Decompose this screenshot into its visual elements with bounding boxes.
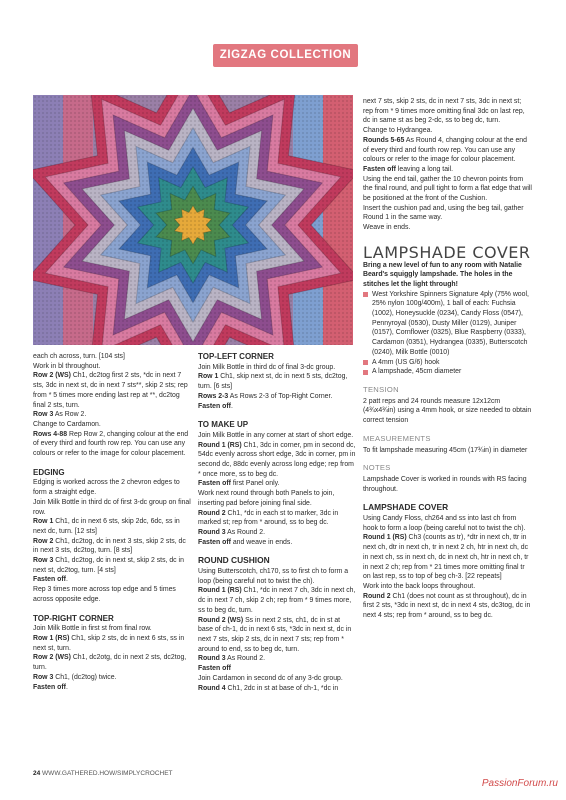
instruction-text: Work next round through both Panels to join, inserting pad before joining final side. <box>198 490 335 507</box>
row-label: Fasten off <box>198 538 231 546</box>
instruction-row <box>198 616 356 655</box>
instruction-text: Using the end tail, gather the 10 chevron points from the final round, and pull tight to form a flat edge that will be positioned at the front of the Cushion. <box>363 175 532 203</box>
instruction-row <box>198 441 356 480</box>
materials-item: A 4mm (US G/6) hook <box>363 358 533 368</box>
fasten-off-label: Fasten off <box>198 402 231 410</box>
instruction-text: Work into the back loops throughout. <box>363 582 476 590</box>
row-text: Ch1, 3dc in corner, pm in second dc, 54dc evenly across short edge, 3dc in corner, pm in second dc, 88dc evenly across long edge; rep from * once more, ss to beg dc. <box>198 441 356 478</box>
row-label: Round 3 <box>198 528 226 536</box>
row-label: Fasten off <box>363 165 396 173</box>
notes-heading: NOTES <box>363 463 391 473</box>
row-text: Rep Row 2, changing colour at the end of every third and fourth row rep. You can use any colours or refer to the image for colour placement. <box>33 430 189 458</box>
instruction-row <box>198 538 356 548</box>
fasten-off-label: Fasten off <box>198 665 231 673</box>
row-text: Ch1, dc2tog first 2 sts, *dc in next 7 sts, 3dc in next st, dc in next 7 sts**, skip 2 sts; rep from * 5 times more ending last rep at **, dc2tog final 2 sts, turn. <box>33 372 188 409</box>
row-label: Rows 4-88 <box>33 430 68 438</box>
row-label: Row 1 (RS) <box>33 634 70 642</box>
row-text: Ss in next 2 sts, ch1, dc in st at base of ch-1, dc in next 6 sts, *3dc in next st, dc in next 7 sts, skip 2 sts, dc in next 7 sts; rep from * around to end, ss to beg dc, turn. <box>198 616 352 653</box>
row-label: Round 4 <box>198 684 226 692</box>
materials-item: A lampshade, 45cm diameter <box>363 367 533 377</box>
instruction-row <box>33 410 191 420</box>
instruction-row <box>363 136 533 165</box>
fasten-off-label: Fasten off <box>33 683 66 691</box>
instruction-text: Join Milk Bottle in third dc of first 3-dc group on final row. <box>33 498 191 516</box>
instruction-row <box>363 533 533 582</box>
instruction-row: Fasten off. <box>33 683 68 691</box>
lampshade-intro: Bring a new level of fun to any room with Natalie Beard's squiggly lampshade. The holes in the stitches let the light through! <box>363 261 522 288</box>
fasten-off-label: Fasten off <box>33 576 66 584</box>
row-text: Ch1, skip 2 sts, dc in next 6 sts, ss in next st, turn. <box>33 634 185 652</box>
row-label: Fasten off <box>198 480 231 488</box>
instruction-row <box>198 586 356 615</box>
instruction-text: Change to Cardamon. <box>33 420 101 428</box>
section-heading: TOP-RIGHT CORNER <box>33 613 114 623</box>
row-text: Ch1, *dc in each st to marker, 3dc in marked st; rep from * around, ss to beg dc. <box>198 509 339 527</box>
column-1 <box>33 352 191 692</box>
cushion-photo <box>33 95 353 345</box>
row-label: Rows 2-3 <box>198 392 229 400</box>
instruction-text: Join Cardamon in second dc of any 3-dc group. <box>198 674 343 682</box>
row-text: As Round 2. <box>225 655 266 663</box>
instruction-row <box>33 430 191 459</box>
section-heading: TO MAKE UP <box>198 420 249 430</box>
section-heading: EDGING <box>33 467 65 477</box>
instruction-text: Using Butterscotch, ch170, ss to first ch to form a loop (being careful not to twist the ch). <box>198 568 349 585</box>
instruction-text: Edging is worked across the 2 chevron edges to form a straight edge. <box>33 479 180 497</box>
row-label: Round 3 <box>198 655 226 663</box>
instruction-row <box>198 372 356 391</box>
row-label: Row 3 <box>33 557 54 565</box>
row-label: Row 1 <box>198 373 219 381</box>
instruction-row <box>198 528 356 538</box>
measurements-heading: MEASUREMENTS <box>363 433 431 443</box>
row-label: Round 1 (RS) <box>198 587 242 595</box>
row-label: Round 1 (RS) <box>363 534 407 542</box>
intro-text: Work in bl throughout. <box>33 362 101 370</box>
instruction-text: Join Milk Bottle in first st from final row. <box>33 625 152 633</box>
row-label: Round 2 (WS) <box>198 616 244 624</box>
row-label: Row 3 <box>33 411 54 419</box>
instruction-row <box>198 479 356 489</box>
row-text: Ch1, *dc in next 7 ch, 3dc in next ch, dc in next 7 ch, skip 2 ch; rep from * 9 times more, ss to beg dc, turn. <box>198 587 356 614</box>
instruction-row: Fasten off. <box>33 576 68 584</box>
instruction-row <box>363 165 533 175</box>
lampshade-title: LAMPSHADE COVER <box>363 242 531 262</box>
row-text: Ch1, dc2otg, dc in next 2 sts, dc2tog, turn. <box>33 654 187 672</box>
watermark: PassionForum.ru <box>481 778 558 789</box>
row-text: Ch1 (does not count as st throughout), dc in first 2 sts, *3dc in next st, dc in next 4 sts, dc3tog, dc in next 4 sts; rep from * around, ss to beg dc. <box>363 592 531 620</box>
instruction-row <box>33 653 191 672</box>
instruction-row <box>33 371 191 410</box>
row-text: Ch1, skip next st, dc in next 5 sts, dc2tog, turn. [6 sts] <box>198 373 348 391</box>
instruction-row <box>33 537 191 556</box>
page-number: 24 <box>33 770 41 777</box>
instruction-text: Using Candy Floss, ch264 and ss into last ch from hook to form a loop (being careful not to twist the ch). <box>363 515 526 532</box>
instruction-text: Weave in ends. <box>363 224 411 232</box>
instruction-row <box>33 517 191 536</box>
row-label: Row 3 <box>33 673 54 681</box>
row-text: Ch1, dc2tog, dc in next 3 sts, skip 2 sts, dc in next 3 sts, dc2tog, turn. [8 sts] <box>33 537 186 555</box>
instruction-row <box>33 556 191 575</box>
row-text: As Round 2. <box>225 528 266 536</box>
row-text: Ch1, dc in next 6 sts, skip 2dc, 6dc, ss in next dc, turn. [12 sts] <box>33 518 180 535</box>
instruction-text: Change to Hydrangea. <box>363 127 433 135</box>
instruction-row <box>363 592 533 621</box>
column-3 <box>363 97 533 621</box>
instruction-row <box>33 634 191 653</box>
section-heading: ROUND CUSHION <box>198 555 270 566</box>
instruction-text: Join Milk Bottle in third dc of final 3-dc group. <box>198 363 336 371</box>
row-text: Ch3 (counts as tr), *dtr in next ch, ttr in next ch, dtr in next ch, tr in next 2 ch, htr in next ch, dc in next ch, ss in next ch, dc in next ch, htr in next ch, tr in next 2 ch; rep from * 21 times more omitting final tr on last rep, ss to top of beg ch-3. [22 repeats] <box>363 534 529 581</box>
row-text: first Panel only. <box>230 480 280 488</box>
instruction-text: next 7 sts, skip 2 sts, dc in next 7 sts, 3dc in next st; rep from * 9 times more omitting final 3dc on last rep, dc in same st as beg 2-dc, ss to beg dc, turn. <box>363 98 525 125</box>
star-cushion-image <box>33 95 353 345</box>
row-label: Row 2 (WS) <box>33 372 71 380</box>
row-text: Ch1, dc2tog, dc in next st, skip 2 sts, dc in next st, dc2tog, turn. [4 sts] <box>33 557 184 574</box>
intro-text: each ch across, turn. [104 sts] <box>33 353 125 360</box>
instruction-row: Fasten off. <box>198 402 233 410</box>
notes-text: Lampshade Cover is worked in rounds with RS facing throughout. <box>363 475 527 493</box>
instruction-row <box>198 664 356 674</box>
section-banner <box>213 44 358 67</box>
instruction-row <box>198 509 356 528</box>
row-text: As Row 2. <box>53 411 87 419</box>
row-text: Ch1, 2dc in st at base of ch-1, *dc in <box>225 684 339 692</box>
banner-title: ZIGZAG COLLECTION <box>219 49 352 61</box>
instruction-text: Insert the cushion pad and, using the beg tail, gather Round 1 in the same way. <box>363 204 524 222</box>
column-2 <box>198 352 356 693</box>
row-text: As Round 4, changing colour at the end of every third and fourth row rep. You can use any colours or refer to the image for colour placement. <box>363 136 527 164</box>
row-label: Round 2 <box>198 509 226 517</box>
row-label: Round 2 <box>363 592 391 600</box>
footer-url[interactable]: WWW.GATHERED.HOW/SIMPLYCROCHET <box>42 770 173 777</box>
row-text: Ch1, (dc2tog) twice. <box>53 673 117 681</box>
tension-heading: TENSION <box>363 384 399 394</box>
row-text: and weave in ends. <box>230 538 293 546</box>
instruction-text: Rep 3 times more across top edge and 5 times across opposite edge. <box>33 586 176 603</box>
instruction-row <box>198 654 356 664</box>
row-text: leaving a long tail. <box>395 165 454 173</box>
instruction-row <box>198 392 356 402</box>
instruction-row <box>33 673 191 683</box>
materials-item: West Yorkshire Spinners Signature 4ply (75% wool, 25% nylon 100g/400m), 1 ball of each: Fuchsia (1002), Honeysuckle (0234), Candy Floss (0547), Pennyroyal (0530), Dusty Miller (0129), Juniper (0157), Cornflower (0325), Blue Raspberry (0333), Cardamon (0351), Hydrangea (0335), Butterscotch (0240), Milk Bottle (0010) <box>363 290 533 358</box>
row-text: As Rows 2-3 of Top-Right Corner. <box>228 392 333 400</box>
section-heading: TOP-LEFT CORNER <box>198 352 274 361</box>
row-label: Row 2 <box>33 537 54 545</box>
row-label: Row 1 <box>33 518 54 526</box>
instruction-row <box>198 684 356 694</box>
tension-text: 2 patt reps and 24 rounds measure 12x12cm (4¾x4¾in) using a 4mm hook, or size needed to obtain correct tension <box>363 397 532 425</box>
row-label: Row 2 (WS) <box>33 654 71 662</box>
measurements-text: To fit lampshade measuring 45cm (17¾in) in diameter <box>363 446 528 454</box>
page-footer <box>33 770 173 777</box>
section-heading: LAMPSHADE COVER <box>363 502 449 513</box>
row-label: Round 1 (RS) <box>198 441 242 449</box>
row-label: Rounds 5-65 <box>363 136 405 144</box>
instruction-text: Join Milk Bottle in any corner at start of short edge. <box>198 431 354 439</box>
